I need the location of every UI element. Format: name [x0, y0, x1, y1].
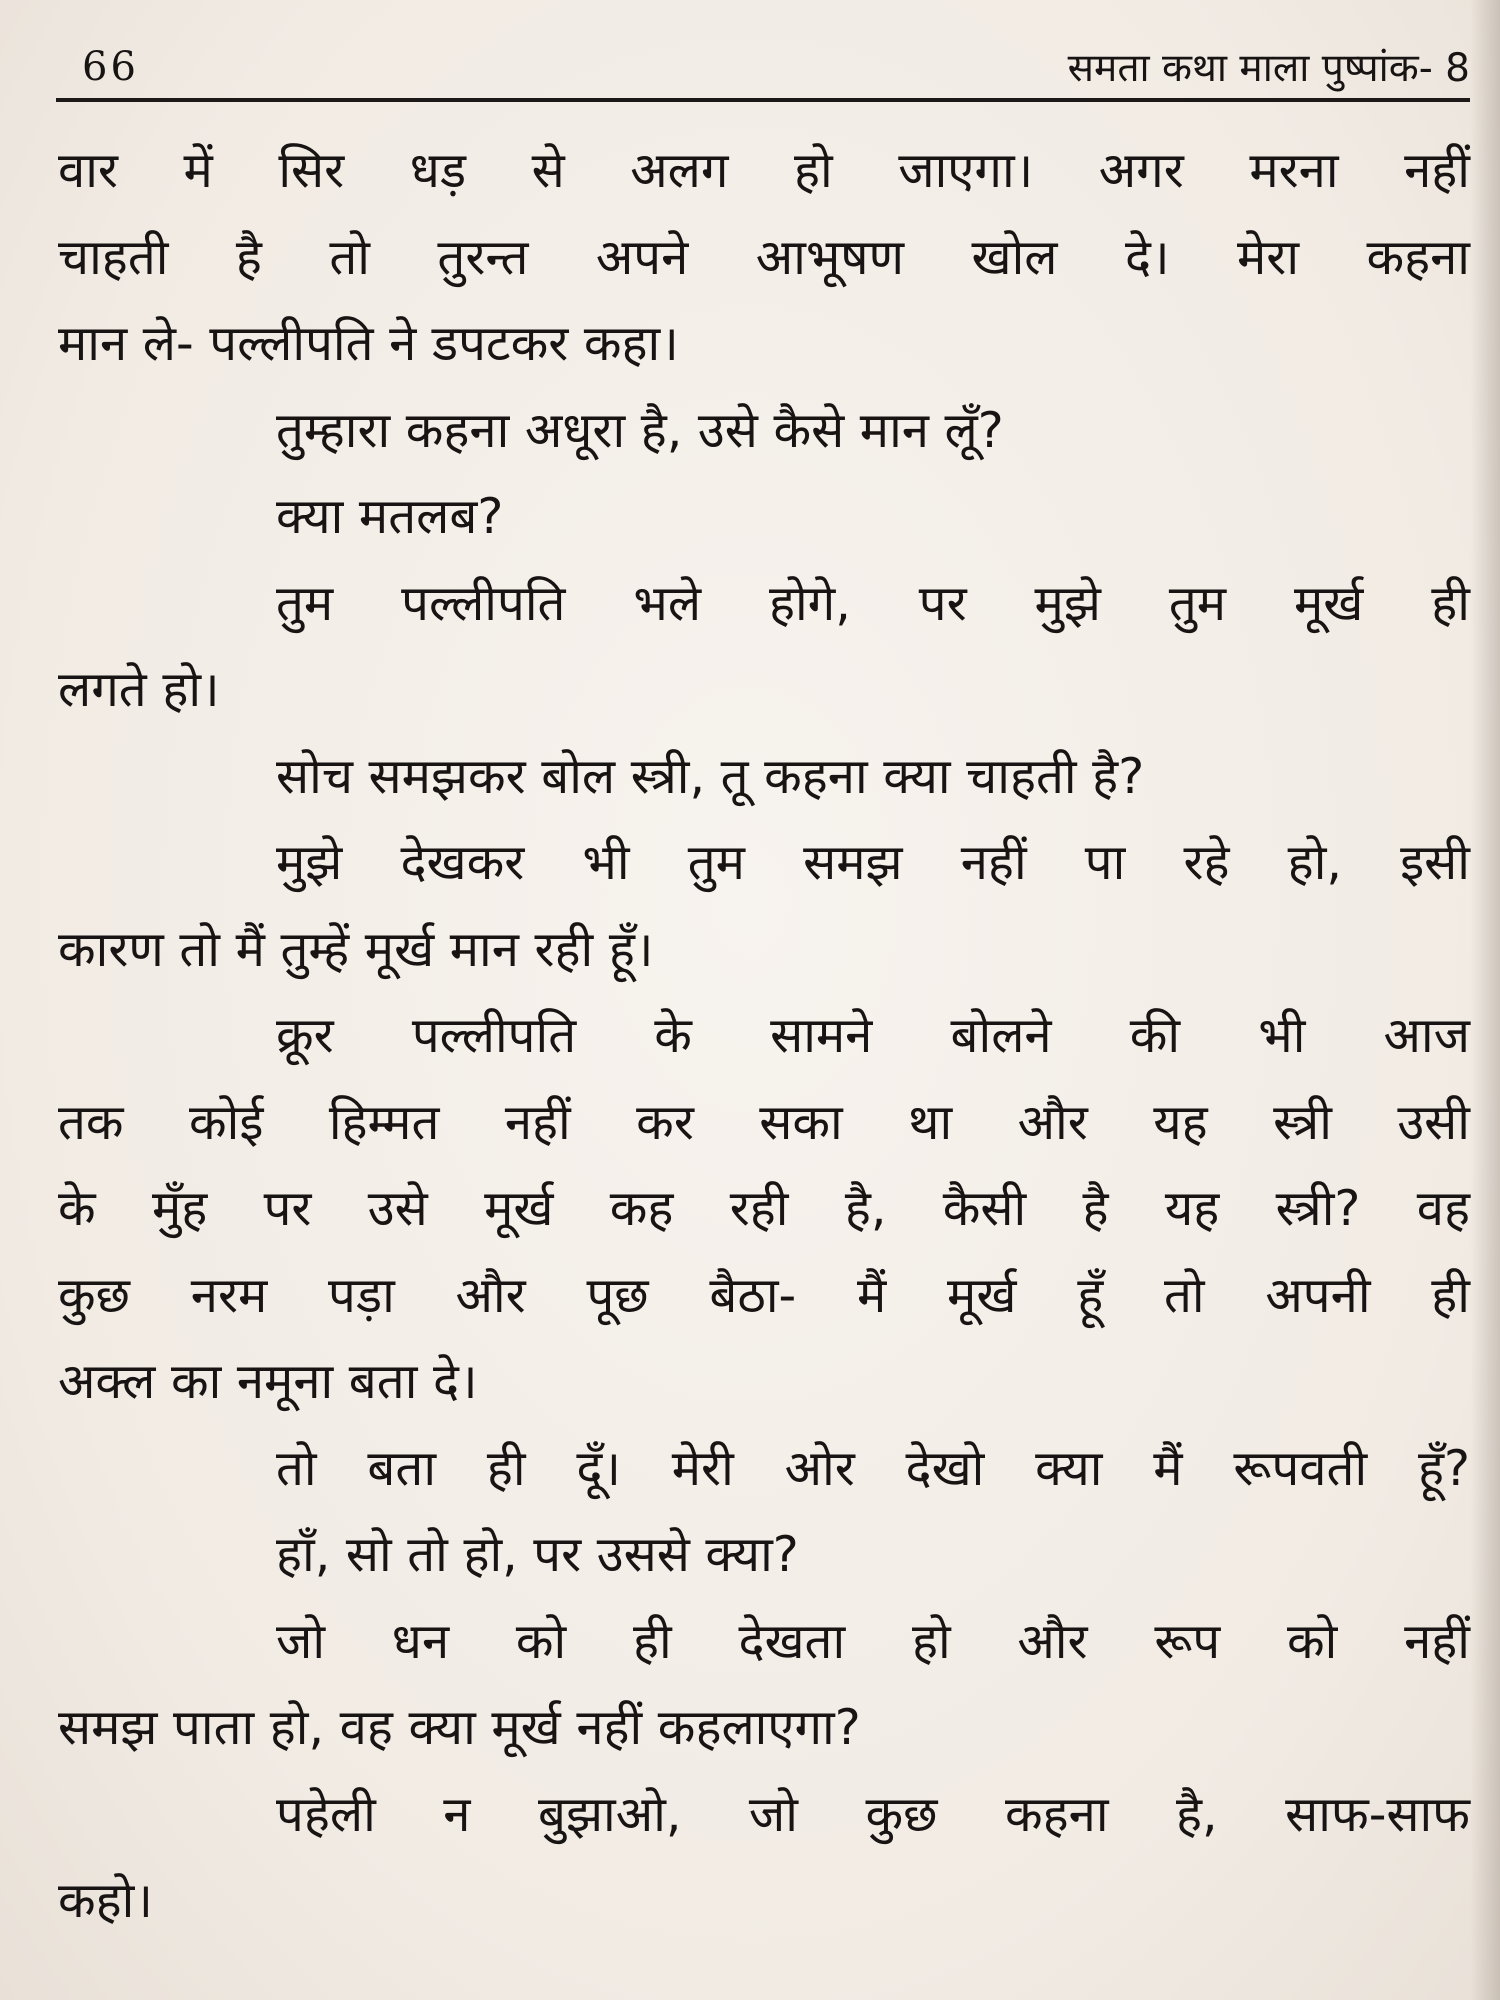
text-line: तो बता ही दूँ। मेरी ओर देखो क्या मैं रूपवती हूँ? [276, 1439, 1470, 1497]
page-number: 66 [82, 44, 139, 90]
text-line: क्रूर पल्लीपति के सामने बोलने की भी आज [276, 1007, 1470, 1064]
text-line: तुम पल्लीपति भले होगे, पर मुझे तुम मूर्ख ही [276, 574, 1470, 632]
text-line: के मुँह पर उसे मूर्ख कह रही है, कैसी है यह स्त्री? वह [58, 1180, 1470, 1237]
text-line: चाहती है तो तुरन्त अपने आभूषण खोल दे। मेरा कहना [58, 228, 1470, 286]
text-line: कारण तो मैं तुम्हें मूर्ख मान रही हूँ। [58, 920, 654, 978]
text-line: पहेली न बुझाओ, जो कुछ कहना है, साफ-साफ [276, 1785, 1470, 1843]
text-line: समझ पाता हो, वह क्या मूर्ख नहीं कहलाएगा? [58, 1699, 861, 1756]
text-line: सोच समझकर बोल स्त्री, तू कहना क्या चाहती है? [276, 747, 1145, 805]
text-line: अक्ल का नमूना बता दे। [58, 1353, 478, 1410]
text-line: मुझे देखकर भी तुम समझ नहीं पा रहे हो, इसी [276, 834, 1470, 891]
text-line: तुम्हारा कहना अधूरा है, उसे कैसे मान लूँ? [276, 401, 1004, 459]
text-line: क्या मतलब? [276, 488, 504, 545]
text-line: तक कोई हिम्मत नहीं कर सका था और यह स्त्री उसी [58, 1093, 1470, 1151]
header-divider [56, 98, 1470, 102]
text-line: वार में सिर धड़ से अलग हो जाएगा। अगर मरना नहीं [58, 142, 1470, 199]
text-line: कुछ नरम पड़ा और पूछ बैठा- मैं मूर्ख हूँ तो अपनी ही [58, 1266, 1470, 1324]
text-line: कहो। [58, 1872, 153, 1929]
running-title: समता कथा माला पुष्पांक- 8 [1067, 46, 1470, 91]
page-header [62, 30, 1470, 94]
text-line: लगते हो। [58, 661, 220, 718]
page-body [58, 128, 1470, 1945]
text-line: हाँ, सो तो हो, पर उससे क्या? [276, 1526, 799, 1583]
text-line: मान ले- पल्लीपति ने डपटकर कहा। [58, 315, 679, 372]
page-edge-shadow [1470, 0, 1500, 2000]
text-line: जो धन को ही देखता हो और रूप को नहीं [276, 1612, 1470, 1670]
